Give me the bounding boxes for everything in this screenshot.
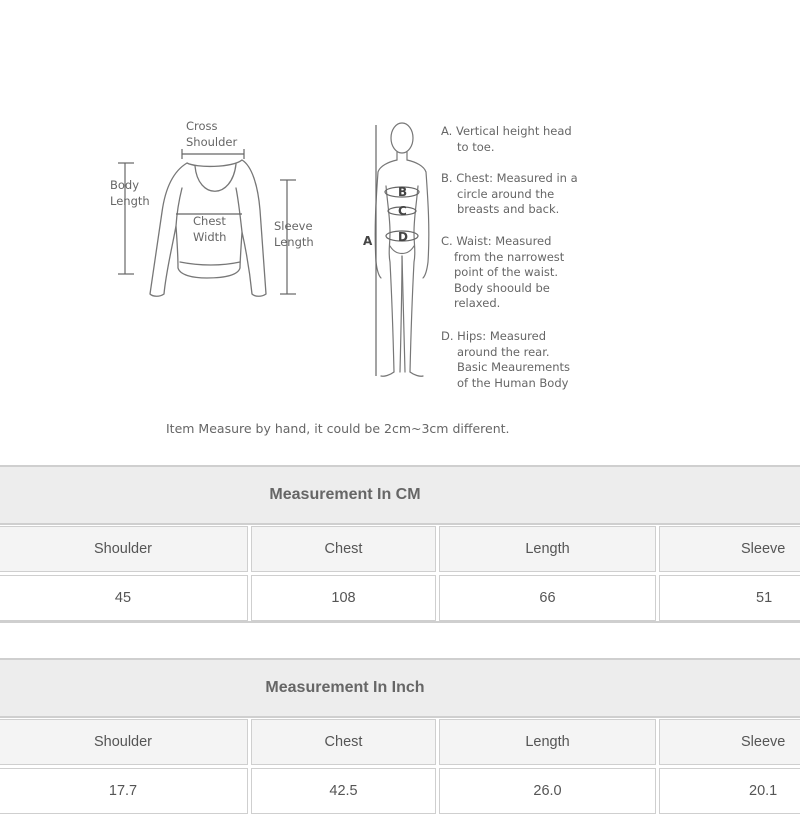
legend-c bbox=[441, 234, 564, 312]
chest-width-line-1: Chest bbox=[193, 214, 226, 228]
legend-c-line-3: point of the waist. bbox=[454, 265, 559, 279]
letter-d: D bbox=[398, 230, 408, 244]
legend-b-line-3: breasts and back. bbox=[457, 202, 560, 216]
legend-c-line-4: Body shoould be bbox=[454, 280, 550, 295]
cross-shoulder-line-1: Cross bbox=[186, 119, 218, 133]
sleeve-length-line-1: Sleeve bbox=[274, 219, 313, 233]
cm-header-sleeve: Sleeve bbox=[659, 526, 800, 572]
cm-table-bottom-rule bbox=[0, 621, 800, 623]
chest-width-line-2: Width bbox=[193, 229, 227, 244]
inch-header-shoulder: Shoulder bbox=[0, 719, 248, 765]
cm-table-title-bar bbox=[0, 465, 800, 525]
legend-d-line-1: D. Hips: Measured bbox=[441, 329, 547, 343]
cm-header-length: Length bbox=[439, 526, 656, 572]
letter-a: A bbox=[363, 234, 373, 248]
legend-c-line-1: C. Waist: Measured bbox=[441, 234, 552, 248]
legend-d-line-2: around the rear. bbox=[457, 344, 550, 359]
legend-c-line-5: relaxed. bbox=[454, 296, 501, 310]
inch-value-length: 26.0 bbox=[439, 768, 656, 814]
letter-c: C bbox=[398, 204, 407, 218]
inch-value-sleeve: 20.1 bbox=[659, 768, 800, 814]
legend-b bbox=[441, 171, 578, 218]
inch-value-shoulder: 17.7 bbox=[0, 768, 248, 814]
cm-table-title: Measurement In CM bbox=[269, 486, 421, 503]
legend-d-line-4: of the Human Body bbox=[457, 375, 569, 390]
cm-header-chest: Chest bbox=[251, 526, 436, 572]
legend-b-line-1: B. Chest: Measured in a bbox=[441, 171, 578, 185]
cm-value-chest: 108 bbox=[251, 575, 436, 621]
inch-value-row bbox=[0, 768, 800, 814]
cross-shoulder-line-2: Shoulder bbox=[186, 134, 238, 149]
legend-d-line-3: Basic Meaurements bbox=[457, 360, 571, 374]
inch-table-title: Measurement In Inch bbox=[265, 679, 425, 696]
letter-b: B bbox=[398, 185, 408, 199]
cm-value-row bbox=[0, 575, 800, 621]
legend-a bbox=[441, 124, 572, 155]
inch-header-length: Length bbox=[439, 719, 656, 765]
inch-header-row bbox=[0, 719, 800, 765]
legend-a-line-2: to toe. bbox=[457, 139, 495, 154]
cm-value-shoulder: 45 bbox=[0, 575, 248, 621]
legend-d bbox=[441, 329, 570, 391]
legend-c-line-2: from the narrowest bbox=[454, 249, 565, 264]
cm-header-shoulder: Shoulder bbox=[0, 526, 248, 572]
inch-header-sleeve: Sleeve bbox=[659, 719, 800, 765]
sleeve-length-line-2: Length bbox=[274, 234, 314, 249]
inch-table-title-bar bbox=[0, 658, 800, 718]
measurement-note: Item Measure by hand, it could be 2cm~3cm different. bbox=[166, 421, 510, 436]
legend-a-line-1: A. Vertical height head bbox=[441, 124, 572, 138]
body-length-line-1: Body bbox=[110, 178, 140, 192]
cm-value-sleeve: 51 bbox=[659, 575, 800, 621]
cm-value-length: 66 bbox=[439, 575, 656, 621]
body-length-line-2: Length bbox=[110, 193, 150, 208]
legend-b-line-2: circle around the bbox=[457, 186, 555, 201]
cm-header-row bbox=[0, 526, 800, 572]
inch-value-chest: 42.5 bbox=[251, 768, 436, 814]
inch-header-chest: Chest bbox=[251, 719, 436, 765]
